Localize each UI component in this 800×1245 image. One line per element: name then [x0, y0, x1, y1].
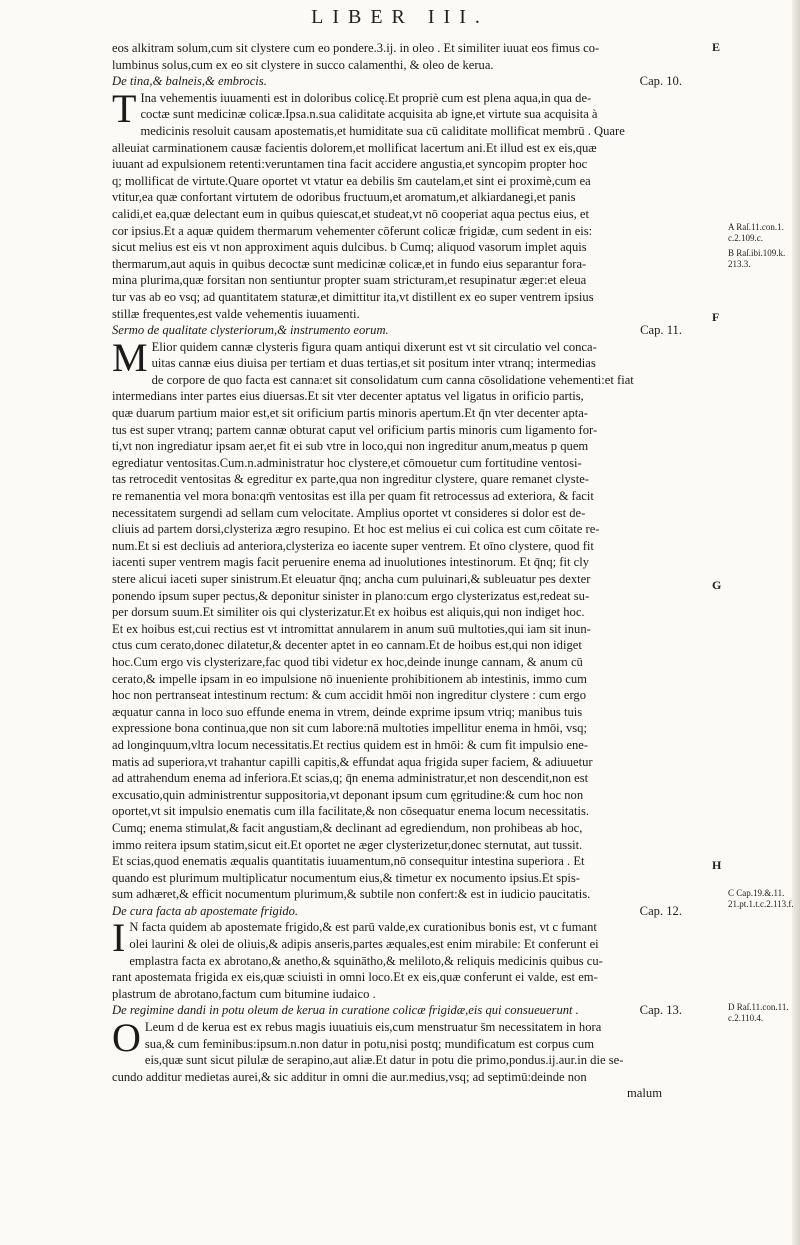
chapter-heading — [112, 322, 722, 339]
text-line: medicinis resoluit causam apostematis,et humiditate sua cū caliditate mollificat membrū . Quare — [140, 123, 625, 138]
margin-note-label: C — [728, 888, 735, 898]
text-line: q; mollificat de virtute.Quare oportet vt vtatur ea debilis s̄m cautelam,et sint ei proximè,cum ea — [112, 173, 591, 188]
text-line: N facta quidem ab apostemate frigido,& est parū valde,ex curationibus bonis est, vt c fumant — [129, 920, 597, 935]
page-edge — [792, 0, 800, 1245]
text-line: tus est super vtranq; partem cannæ obturat caput vel orificium partis minoris cum ligamento for- — [112, 422, 598, 437]
paragraph — [112, 334, 722, 903]
text-line: quæ duarum partium maior est,et sit orificium partis minoris apertum.Et q̄n vter decenter apta- — [112, 406, 588, 421]
margin-letter: F — [712, 310, 720, 324]
text-line: uitas cannæ eius diuisa per tertiam et duas tertias,et sit positum inter vtranq; intermedias — [151, 356, 596, 371]
text-line: Cumq; enema stimulat,& facit angustiam,& declinant ad egrediendum, non prohibeas ab hoc, — [112, 820, 583, 835]
drop-cap: T — [112, 85, 137, 131]
text-line: tas retrocedit ventositas & egreditur ex parte,qua non ingreditur clystere, quare remanet clyste- — [112, 472, 589, 487]
text-line: alleuiat carminationem causæ facientis dolorem,et mollificat lacertum ani.Et illud est ex eis,quæ — [112, 140, 597, 155]
text-line: Et scias,quod enematis æqualis quantitatis iuuamentum,nō consequitur intestina superiora . Et — [112, 854, 585, 869]
text-line: lumbinus solus,cum ex eo sit clystere in succo calamenthi, & oleo de kerua. — [112, 57, 494, 72]
text-line: Leum d de kerua est ex rebus magis iuuatiuis eis,cum menstruatur s̄m necessitatem in hora — [144, 1020, 602, 1035]
text-line: hoc.Cum ergo vis clysterizare,fac quod tibi videtur ex hoc,deinde inunge cannam, & anum cū — [112, 654, 583, 669]
text-line: calidi,et ea,quæ delectant eum in quibus quiescat,et studeat,vt nō cooperiat aqua pectus eius, et — [112, 206, 590, 221]
text-line: stere alicui iaceti super sinistrum.Et eleuatur q̄nq; ancha cum puluinari,& subleuatur pes dexter — [112, 572, 591, 586]
margin-letter: G — [712, 578, 722, 592]
chapter-title: Sermo de qualitate clysteriorum,& instrumento eorum. — [112, 323, 389, 338]
text-line: Ina vehementis iuuamenti est in doloribus colicę.Et propriè cum est plena aqua,in qua de- — [140, 90, 592, 105]
text-line: Elior quidem cannæ clysteris figura quam antiqui dixerunt est vt sit circulatio vel conca- — [151, 339, 597, 354]
text-line: eis,quæ sunt sicut pilulæ de serapino,aut aliæ.Et datur in potu die primo,pondus.ij.aur.in die se- — [144, 1053, 624, 1068]
text-line: sicut melius est eis vt non approximent aquis dulcibus. b Cumq; aliquod vasorum implet aquis — [112, 240, 587, 255]
text-line: sum adhæret,& efficit nocumentum plurimum,& subtile non confert:& est in iudicio paucitatis. — [112, 887, 591, 902]
paragraph — [112, 915, 722, 1002]
text-line: cliuis ad partem dorsi,clysteriza ægro resupino. Et hoc est melius ei cui colica est cum cōitate re- — [112, 522, 600, 537]
text-line: plastrum de abrotano,factum cum bitumine iudaico . — [112, 986, 376, 1001]
drop-cap: I — [112, 915, 126, 961]
text-line: oportet,vt sit impulsio enematis cum illa facilitate,& non cōsequatur enema locum necessitatis. — [112, 804, 590, 819]
text-line: egrediatur ventositas.Cum.n.administratur hoc clystere,et cōmouetur cum fortitudine ventosi- — [112, 455, 582, 470]
margin-note — [728, 248, 796, 270]
text-line: stillæ frequentes,est valde vehementis iuuamenti. — [112, 306, 360, 321]
text-line: malum — [627, 1086, 662, 1101]
margin-note-text: Raſ.11.con.11. c.2.110.4. — [728, 1002, 789, 1023]
text-line: ad attrahendum enema ad inferiora.Et scias,q; q̄n enema administratur,et non descendit,non est — [112, 771, 589, 786]
text-line: iuuant ad expulsionem retenti:veruntamen tina facit accidere angustia,et syncopim propter hoc — [112, 157, 588, 172]
drop-cap: O — [112, 1015, 141, 1061]
text-line: immo reitera ipsum statim,sicut eit.Et oportet ne æger clysterizetur,donec sternutat, aut tussit. — [112, 837, 583, 852]
text-line: Et ex hoibus est,cui rectius est vt intromittat annularem in anum suū multoties,qui iam sit inun- — [112, 621, 591, 636]
text-line: re remanentia vel mora bona:qm̄ ventositas est illa per quam fit retrocessus ad exteriora, & facit — [112, 489, 594, 504]
margin-note-text: Raſ.ibi.109.k. 213.3. — [728, 248, 786, 269]
text-line: vtitur,ea quæ confortant virtutem de odoribus fructuum,et aromatum,et alkiardanegi,et panis — [112, 190, 576, 205]
text-line: ti,vt non ingrediatur ipsam aer,et fit ei sub vtre in loco,qui non ingreditur anum,meatus p quem — [112, 439, 589, 454]
text-line: quando est plurimum multiplicatur nocumentum eius,& timetur ex nocumento ipsius.Et spis- — [112, 870, 581, 885]
chapter-title: De tina,& balneis,& embrocis. — [112, 74, 267, 89]
text-line: expressione bona continua,que non sit cum labore:nā multoties impellitur enema in hmōi, vsq; — [112, 721, 587, 736]
text-line: ad longinquum,vltra locum necessitatis.Et rectius quidem est in hmōi: & cum fit impulsio ene- — [112, 737, 589, 752]
text-line: mina plurima,quæ forsitan non sentiuntur propter suam stricturam,et resupinatur æger:et eleua — [112, 273, 587, 288]
text-line: rant apostemata frigida ex eis,quæ sciuisti in omni loco.Et ex eis,quæ conferunt ei valde, est em- — [112, 970, 598, 985]
text-line: intermedians inter partes eius diuersas.Et sit vter decenter aptatus vel ligatus in orificio partis, — [112, 389, 584, 404]
text-line: num.Et si est decliuis ad anteriora,clysteriza eo iacente super ventrem. Et oīno clystere, quod fit — [112, 538, 594, 553]
text-line: necessitatem surgendi ad sellam cum velocitate. Amplius oportet vt consideres si dolor est de- — [112, 505, 586, 520]
text-line: de corpore de quo facta est canna:et sit consolidatum cum canna cōsolidatione vehementi:et fiat — [151, 372, 634, 387]
text-line: ponendo ipsum super pectus,& deponitur sinister in plano:cum ergo clysterizatus est,redeat su- — [112, 588, 590, 603]
text-line: cerato,& impelle ipsam in eo impulsione nō inueniente prohibitionem ab intestinis, immo cum — [112, 671, 587, 686]
margin-note-label: B — [728, 248, 735, 258]
text-line: tur vas ab eo vsq; ad quantitatem staturæ,et dimittitur ita,vt distillent ex eo super ventrem ipsius — [112, 289, 594, 304]
margin-note — [728, 1002, 796, 1024]
text-line: matis ad superiora,vt trahantur capilli capitis,& effundat aqua frigida super faciem, & adiuuetur — [112, 754, 593, 769]
margin-letter: H — [712, 858, 722, 872]
margin-note-label: A — [728, 222, 735, 232]
text-line: sua,& cum feminibus:ipsum.n.non datur in potu,nisi postq; mundificatum est corpus cum — [144, 1036, 595, 1051]
margin-note-label: D — [728, 1002, 735, 1012]
text-line: thermarum,aut aquis in quibus decoctæ sunt medicinæ colicæ,et in fundo eius separantur fora- — [112, 256, 587, 271]
text-line: hoc non pertranseat intestinum rectum: & cum accidit hmōi non ingreditur clystere : cum ergo — [112, 688, 586, 703]
text-line: eos alkitram solum,cum sit clystere cum eo pondere.3.ij. in oleo . Et similiter iuuat eos fimus co- — [112, 41, 600, 55]
text-line: ctus cum cerato,donec dilatetur,& decenter aptet in eo cannam.Et de hoibus est,qui non idiget — [112, 638, 582, 653]
paragraph — [112, 85, 722, 322]
text-line: per dorsum suum.Et similiter ois qui clysterizatur.Et ex hoibus est aliquis,qui non indiget hoc. — [112, 605, 585, 620]
margin-note-text: Raſ.11.con.1. c.2.109.c. — [728, 222, 784, 243]
text-line: cor ipsius.Et a aquæ quidem thermarum vehementer cōferunt colicæ frigidæ, cum sedent in eis: — [112, 223, 593, 238]
chapter-heading — [112, 903, 722, 920]
text-line: emplastra facta ex abrotano,& anetho,& squinātho,& meliloto,& reliquis medicinis quibus cu- — [129, 953, 603, 968]
chapter-heading — [112, 1002, 722, 1019]
text-line: coctæ sunt medicinæ colicæ.Ipsa.n.sua caliditate acquisita ab igne,et virtute sua acquisita à — [140, 107, 598, 122]
paragraph — [112, 1015, 722, 1102]
chapter-title: De cura facta ab apostemate frigido. — [112, 903, 299, 918]
text-line: excusatio,quin administrentur suppositoria,vt deponant ipsum cum ęgritudine:& cum hoc non — [112, 787, 584, 802]
chapter-number: Cap. 13. — [639, 1003, 682, 1018]
text-line: æquatur canna in loco suo effunde enema in vtrem, deinde exprime ipsum vtriq; manibus tuis — [112, 704, 583, 719]
drop-cap: M — [112, 334, 148, 380]
text-line: cundo additur medietas aurei,& sic additur in omni die aur.medius,vsq; ad septimū:deinde non — [112, 1069, 587, 1084]
margin-note — [728, 888, 796, 910]
chapter-number: Cap. 10. — [639, 74, 682, 89]
margin-note — [728, 222, 796, 244]
text-line: iacenti super ventrem magis facit peruenire enema ad inuolutiones intestinorum. Et q̄nq; fit cly — [112, 555, 590, 570]
chapter-number: Cap. 11. — [640, 323, 682, 338]
text-line: olei laurini & olei de oliuis,& adipis anseris,partes æquales,est enim mirabile: Et conferunt ei — [129, 937, 599, 952]
margin-letter: E — [712, 40, 721, 54]
margin-note-text: Cap.19.&.11. 21.pt.1.t.c.2.113.f. — [728, 888, 794, 909]
text-column — [112, 40, 722, 1102]
chapter-number: Cap. 12. — [639, 903, 682, 918]
chapter-heading — [112, 73, 722, 90]
chapter-title: De regimine dandi in potu oleum de kerua in curatione colicæ frigidæ,eis qui consueuerunt . — [112, 1003, 579, 1018]
running-head: LIBER III. — [311, 6, 489, 28]
